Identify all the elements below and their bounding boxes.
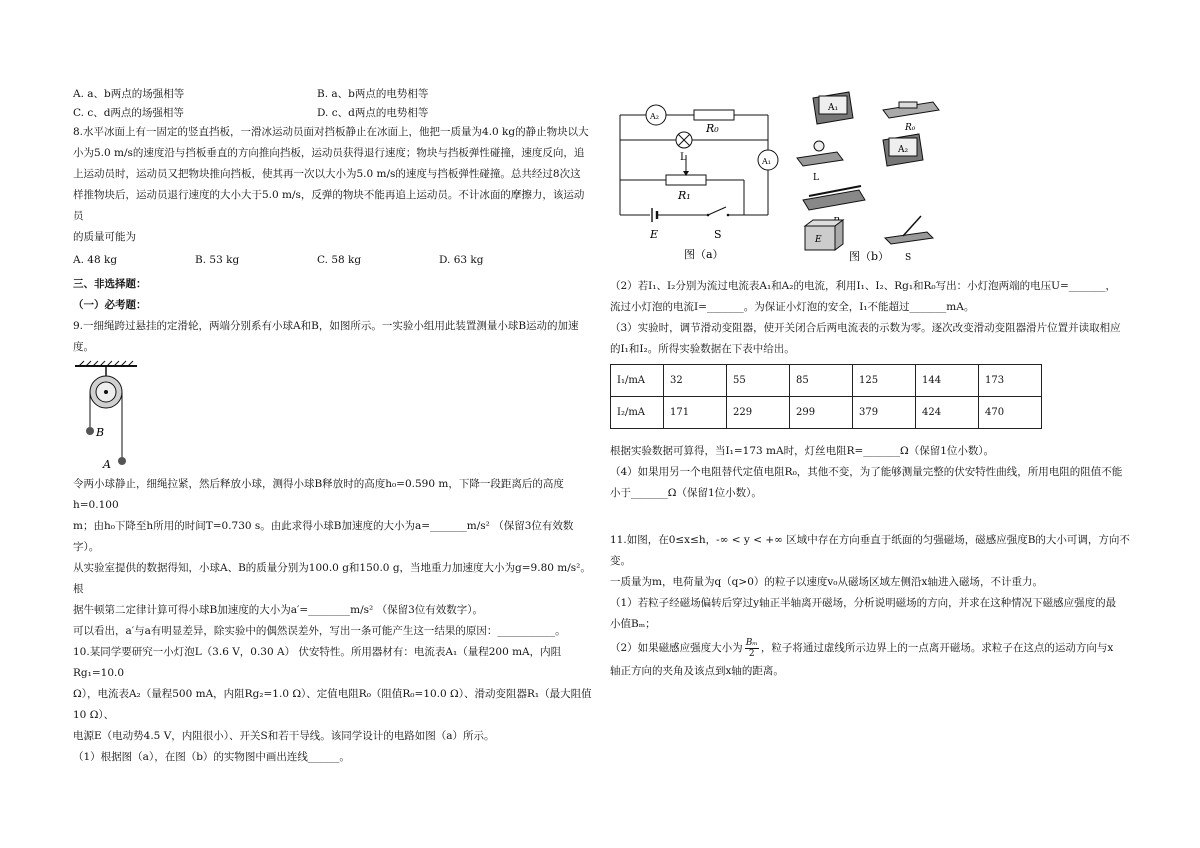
right-column	[610, 86, 1132, 682]
table-cell: 470	[979, 397, 1042, 429]
q10-line: 根据实验数据可算得，当I₁=173 mA时，灯丝电阻R=_______Ω（保留1位小数）。	[610, 445, 995, 457]
q8-stem	[73, 122, 593, 248]
table-cell: 85	[790, 365, 853, 397]
figures-row	[610, 86, 1132, 276]
q10-line: 电源E（电动势4.5 V，内阻很小）、开关S和若干导线。该同学设计的电路如图（a）所示。	[73, 730, 495, 742]
q11-part2	[610, 635, 1132, 661]
q7-option-d: D. c、d两点的电势相等	[317, 107, 429, 119]
q11-line: （1）若粒子经磁场偏转后穿过y轴正半轴离开磁场，分析说明磁场的方向，并求在这种情况下磁感应强度的最	[610, 597, 1117, 609]
table-cell: 144	[916, 365, 979, 397]
q10-line: Ω），电流表A₂（量程500 mA，内阻Rg₂=1.0 Ω）、定值电阻R₀（阻值R₀=10.0 Ω）、滑动变阻器R₁（最大阻值10 Ω）、	[73, 688, 592, 721]
q8-options	[73, 248, 593, 272]
q7-option-a: A. a、b两点的场强相等	[73, 88, 185, 100]
q10-line: （1）根据图（a），在图（b）的实物图中画出连线______。	[73, 751, 350, 763]
table-cell: 173	[979, 365, 1042, 397]
q11-part2-text: ，粒子将通过虚线所示边界上的一点离开磁场。求粒子在这点的运动方向与x	[760, 642, 1114, 654]
q10-line: 10.某同学要研究一小灯泡L（3.6 V，0.30 A） 伏安特性。所用器材有：电流表A₁（量程200 mA，内阻Rg₁=10.0	[73, 646, 562, 679]
q9-line: m；由h₀下降至h所用的时间T=0.730 s。由此求得小球B加速度的大小为a=_______m/s² （保留3位有效数字）。	[73, 520, 574, 553]
q10-line: 的I₁和I₂。所得实验数据在下表中给出。	[610, 343, 795, 355]
q10-line: 小于_______Ω（保留1位小数）。	[610, 487, 762, 499]
q11-line: 11.如图，在0≤x≤h，-∞ < y < +∞ 区域中存在方向垂直于纸面的匀强磁场，磁感应强度B的大小可调，方向不变。	[610, 534, 1130, 567]
q10-line: （2）若I₁、I₂分别为流过电流表A₁和A₂的电流，利用I₁、I₂、Rg₁和R₀写出：小灯泡两端的电压U=_______，	[610, 280, 1117, 292]
apparatus-label-e: E	[815, 235, 822, 245]
table-cell: 55	[727, 365, 790, 397]
q7-options-row2	[73, 105, 593, 122]
table-row-label: I₁/mA	[611, 365, 664, 397]
q9-line: 从实验室提供的数据得知，小球A、B的质量分别为100.0 g和150.0 g，当地重力加速度大小为g=9.80 m/s²。根	[73, 562, 591, 595]
apparatus-label-l: L	[813, 173, 819, 183]
table-cell: 125	[853, 365, 916, 397]
circuit-label-a2: A₂	[650, 112, 659, 121]
q8-line: 8.水平冰面上有一固定的竖直挡板，一滑冰运动员面对挡板静止在冰面上，他把一质量为4.0 kg的静止物块以大	[73, 126, 589, 138]
circuit-label-l: L	[680, 152, 687, 163]
figure-b-caption: 图（b）	[849, 250, 890, 263]
table-cell: 424	[916, 397, 979, 429]
figure-a-caption: 图（a）	[684, 248, 724, 261]
table-row	[611, 365, 1042, 397]
circuit-label-r1: R₁	[678, 189, 691, 202]
table-row	[611, 397, 1042, 429]
circuit-diagram-a	[616, 100, 786, 270]
q11-line: 轴正方向的夹角及该点到x轴的距离。	[610, 665, 784, 677]
circuit-label-a1: A₁	[762, 157, 771, 166]
resistor-r0-icon	[883, 102, 939, 133]
ammeter-a1-icon	[813, 92, 853, 124]
q11-line: 一质量为m，电荷量为q（q>0）的粒子以速度v₀从磁场区域左侧沿x轴进入磁场，不计重力。	[610, 576, 1043, 588]
q8-line: 的质量可能为	[73, 231, 136, 243]
table-cell: 229	[727, 397, 790, 429]
circuit-label-r0: R₀	[706, 122, 719, 135]
apparatus-label-s: S	[905, 253, 912, 263]
q9-line: 度。	[73, 341, 94, 353]
q9-line: 可以看出，a′与a有明显差异，除实验中的偶然误差外，写出一条可能产生这一结果的原因：___________。	[73, 625, 566, 637]
data-table	[610, 364, 1042, 429]
section-subheading: （一）必考题：	[73, 299, 147, 311]
q9-line: 9.一细绳跨过悬挂的定滑轮，两端分别系有小球A和B，如图所示。一实验小组用此装置测量小球B运动的加速	[73, 320, 579, 332]
q8-option-d: D. 63 kg	[439, 254, 484, 266]
pulley-figure	[73, 360, 153, 470]
q8-option-a: A. 48 kg	[73, 254, 118, 266]
q8-line: 小为5.0 m/s的速度沿与挡板垂直的方向推向挡板，运动员获得退行速度；物块与挡板弹性碰撞，速度反向，追	[73, 147, 585, 159]
q8-option-c: C. 58 kg	[317, 254, 362, 266]
battery-e-icon	[805, 220, 843, 250]
fraction	[745, 638, 759, 659]
q11-line: 小值Bₘ；	[610, 618, 656, 630]
q11-part2-text: （2）如果磁感应强度大小为	[610, 642, 743, 654]
section-heading: 三、非选择题：	[73, 278, 147, 290]
circuit-label-e: E	[650, 228, 659, 241]
table-cell: 379	[853, 397, 916, 429]
ball-a-label: A	[103, 458, 111, 470]
q9-line: 据牛顿第二定律计算可得小球B加速度的大小为a′=________m/s² （保留3位有效数字）。	[73, 604, 484, 616]
lamp-l-icon	[797, 141, 843, 183]
circuit-label-s: S	[714, 228, 722, 241]
q8-option-b: B. 53 kg	[195, 254, 240, 266]
apparatus-figure-b	[793, 88, 953, 268]
apparatus-label-r0: R₀	[905, 123, 916, 133]
table-row-label: I₂/mA	[611, 397, 664, 429]
q7-options-row1	[73, 86, 593, 101]
q8-line: 上运动员时，运动员又把物块推向挡板，使其再一次以大小为5.0 m/s的速度与挡板弹性碰撞。总共经过8次这	[73, 168, 581, 180]
q8-line: 样推物块后，运动员退行速度的大小大于5.0 m/s，反弹的物块不能再追上运动员。不计冰面的摩擦力，该运动员	[73, 189, 585, 222]
ammeter-a2-icon	[883, 134, 923, 166]
table-cell: 32	[664, 365, 727, 397]
q10-line: （3）实验时，调节滑动变阻器，使开关闭合后两电流表的示数为零。逐次改变滑动变阻器滑片位置并读取相应	[610, 322, 1121, 334]
q10-line: 流过小灯泡的电流I=_______。为保证小灯泡的安全，I₁不能超过_______mA。	[610, 301, 975, 313]
left-column	[73, 86, 593, 768]
q7-option-b: B. a、b两点的电势相等	[317, 88, 429, 100]
fraction-denominator: 2	[748, 648, 755, 659]
table-cell: 171	[664, 397, 727, 429]
table-cell: 299	[790, 397, 853, 429]
ball-b-label: B	[96, 426, 105, 439]
switch-s-icon	[885, 216, 933, 263]
fraction-numerator: Bₘ	[745, 637, 758, 648]
q9-line: 令两小球静止，细绳拉紧，然后释放小球，测得小球B释放时的高度h₀=0.590 m，下降一段距离后的高度h=0.100	[73, 478, 564, 511]
apparatus-label-a2: A₂	[898, 145, 909, 155]
q10-line: （4）如果用另一个电阻替代定值电阻R₀，其他不变，为了能够测量完整的伏安特性曲线，所用电阻的阻值不能	[610, 466, 1123, 478]
q7-option-c: C. c、d两点的场强相等	[73, 107, 184, 119]
apparatus-label-a1: A₁	[828, 103, 839, 113]
